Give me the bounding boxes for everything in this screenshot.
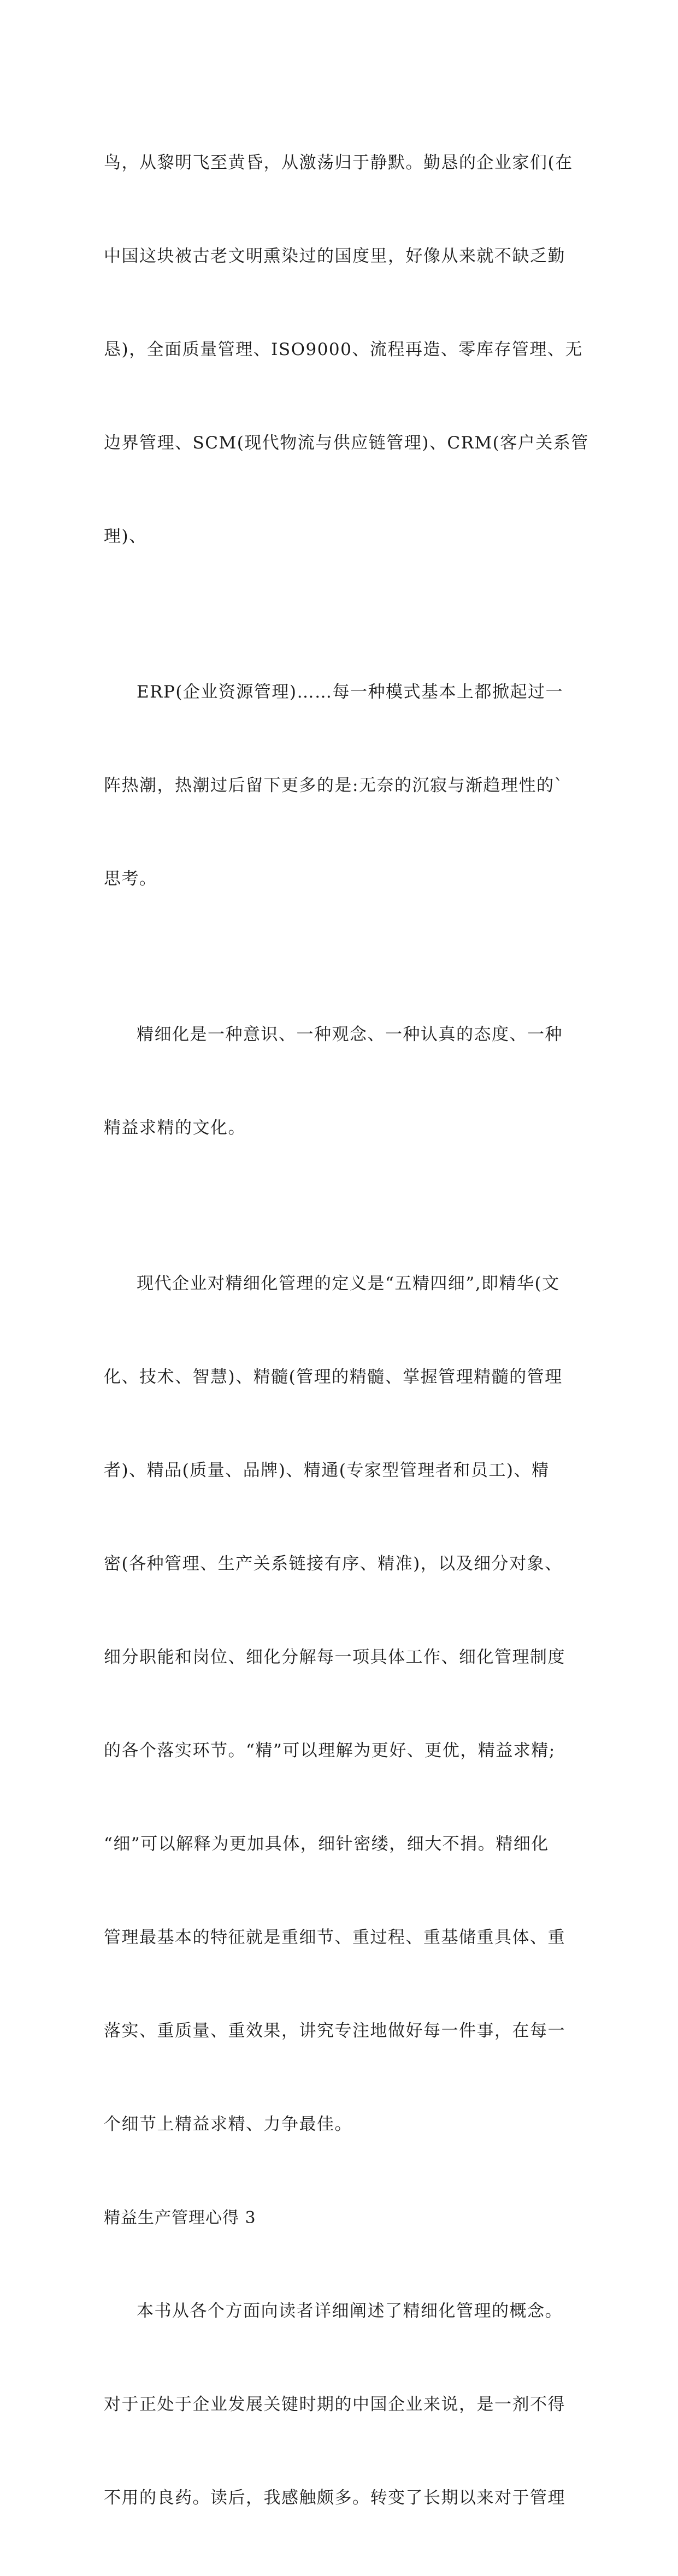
text-line: “细”可以解释为更加具体，细针密缕，细大不捐。精细化 [104,1834,549,1854]
text-line: 化、技术、智慧)、精髓(管理的精髓、掌握管理精髓的管理 [104,1367,563,1387]
text-line: 者)、精品(质量、品牌)、精通(专家型管理者和员工)、精 [104,1461,550,1480]
paragraph-5 [104,2234,585,2576]
paragraph-2 [104,615,585,957]
paragraph-4 [104,1206,585,2202]
text-line: 管理最基本的特征就是重细节、重过程、重基储重具体、重 [104,1928,565,1947]
section-heading: 精益生产管理心得 3 [104,2208,256,2228]
text-line: 精益求精的文化。 [104,1118,246,1138]
text-line: 本书从各个方面向读者详细阐述了精细化管理的概念。 [137,2301,563,2321]
paragraph-3 [104,957,585,1206]
text-line: 精细化是一种意识、一种观念、一种认真的态度、一种 [137,1025,563,1044]
text-line: 思考。 [104,869,157,889]
text-line: 理)、 [104,527,147,546]
text-line: 阵热潮，热潮过后留下更多的是:无奈的沉寂与渐趋理性的` [104,776,564,795]
text-line: 个细节上精益求精、力争最佳。 [104,2114,352,2134]
text-line: ERP(企业资源管理)……每一种模式基本上都掀起过一 [137,682,564,702]
document-body [104,85,589,2576]
text-line: 中国这块被古老文明熏染过的国度里，好像从来就不缺乏勤 [104,246,565,266]
text-line: 落实、重质量、重效果，讲究专注地做好每一件事，在每一 [104,2021,565,2041]
text-line: 的各个落实环节。“精”可以理解为更好、更优，精益求精; [104,1741,556,1760]
text-line: 现代企业对精细化管理的定义是“五精四细”,即精华(文 [137,1274,560,1293]
text-line: 对于正处于企业发展关键时期的中国企业来说，是一剂不得 [104,2395,565,2414]
text-line: 不用的良药。读后，我感触颇多。转变了长期以来对于管理 [104,2488,565,2508]
paragraph-1 [104,85,589,615]
text-line: 细分职能和岗位、细化分解每一项具体工作、细化管理制度 [104,1647,565,1667]
text-line: 恳)，全面质量管理、ISO9000、流程再造、零库存管理、无 [104,340,583,359]
text-line: 鸟，从黎明飞至黄昏，从激荡归于静默。勤恳的企业家们(在 [104,153,573,173]
text-line: 密(各种管理、生产关系链接有序、精准)，以及细分对象、 [104,1554,563,1574]
text-line: 边界管理、SCM(现代物流与供应链管理)、CRM(客户关系管 [104,433,589,453]
